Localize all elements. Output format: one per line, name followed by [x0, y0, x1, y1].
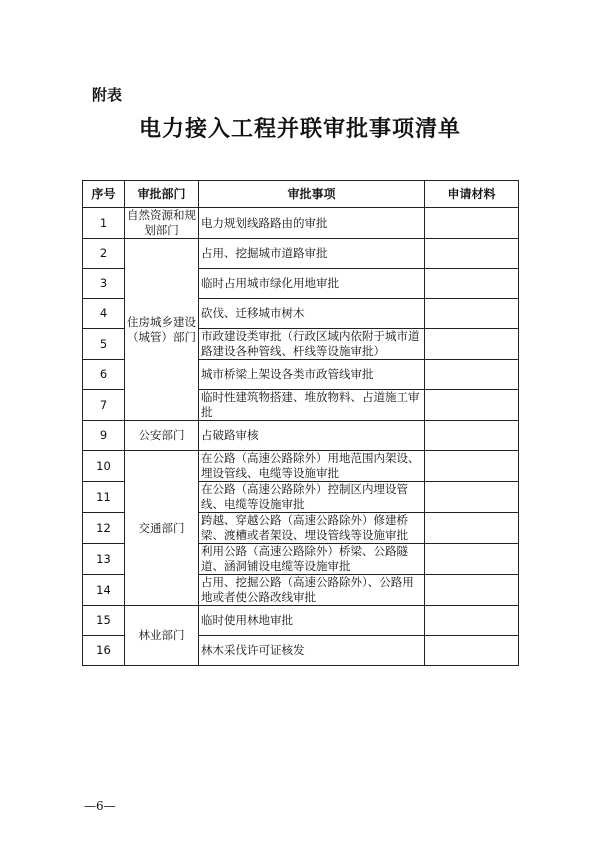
document-title: 电力接入工程并联审批事项清单 [138, 117, 461, 142]
dept-natural-resources: 自然资源和规划部门 [125, 208, 199, 239]
row-item: 砍伐、迁移城市树木 [199, 299, 425, 329]
dept-forestry: 林业部门 [125, 606, 199, 666]
row-no: 16 [83, 636, 125, 666]
row-no: 2 [83, 239, 125, 269]
row-no: 5 [83, 329, 125, 360]
row-no: 9 [83, 421, 125, 451]
dept-transport: 交通部门 [125, 451, 199, 606]
row-item: 城市桥梁上架设各类市政管线审批 [199, 360, 425, 390]
row-no: 10 [83, 451, 125, 482]
header-no: 序号 [83, 181, 125, 208]
row-item: 在公路（高速公路除外）用地范围内架设、埋设管线、电缆等设施审批 [199, 451, 425, 482]
row-material [425, 606, 519, 636]
row-material [425, 544, 519, 575]
header-dept: 审批部门 [125, 181, 199, 208]
row-material [425, 451, 519, 482]
approval-items-table [82, 180, 519, 666]
row-item: 临时占用城市绿化用地审批 [199, 269, 425, 299]
table-row [83, 606, 519, 636]
row-material [425, 575, 519, 606]
row-no: 7 [83, 390, 125, 421]
row-material [425, 390, 519, 421]
row-no: 6 [83, 360, 125, 390]
row-no: 13 [83, 544, 125, 575]
row-material [425, 482, 519, 513]
row-item: 利用公路（高速公路除外）桥梁、公路隧道、涵洞铺设电缆等设施审批 [199, 544, 425, 575]
row-material [425, 208, 519, 239]
row-no: 1 [83, 208, 125, 239]
page-number: —6— [84, 799, 116, 813]
header-material: 申请材料 [425, 181, 519, 208]
row-no: 14 [83, 575, 125, 606]
row-material [425, 513, 519, 544]
row-item: 林木采伐许可证核发 [199, 636, 425, 666]
row-item: 占破路审核 [199, 421, 425, 451]
row-material [425, 421, 519, 451]
dept-housing: 住房城乡建设（城管）部门 [125, 239, 199, 421]
row-no: 4 [83, 299, 125, 329]
row-item: 占用、挖掘公路（高速公路除外）、公路用地或者使公路改线审批 [199, 575, 425, 606]
row-material [425, 269, 519, 299]
table-row [83, 208, 519, 239]
row-no: 3 [83, 269, 125, 299]
table-row [83, 239, 519, 269]
row-material [425, 239, 519, 269]
row-item: 市政建设类审批（行政区域内依附于城市道路建设各种管线、杆线等设施审批） [199, 329, 425, 360]
row-item: 在公路（高速公路除外）控制区内埋设管线、电缆等设施审批 [199, 482, 425, 513]
row-material [425, 329, 519, 360]
row-item: 电力规划线路路由的审批 [199, 208, 425, 239]
row-material [425, 299, 519, 329]
annex-label: 附表 [92, 86, 123, 104]
row-material [425, 636, 519, 666]
row-item: 临时使用林地审批 [199, 606, 425, 636]
table-row [83, 451, 519, 482]
table-header-row [83, 181, 519, 208]
row-material [425, 360, 519, 390]
table-row [83, 421, 519, 451]
row-item: 跨越、穿越公路（高速公路除外）修建桥梁、渡槽或者架设、埋设管线等设施审批 [199, 513, 425, 544]
dept-police: 公安部门 [125, 421, 199, 451]
row-no: 11 [83, 482, 125, 513]
row-no: 12 [83, 513, 125, 544]
header-item: 审批事项 [199, 181, 425, 208]
row-item: 临时性建筑物搭建、堆放物料、占道施工审批 [199, 390, 425, 421]
row-no: 15 [83, 606, 125, 636]
row-item: 占用、挖掘城市道路审批 [199, 239, 425, 269]
